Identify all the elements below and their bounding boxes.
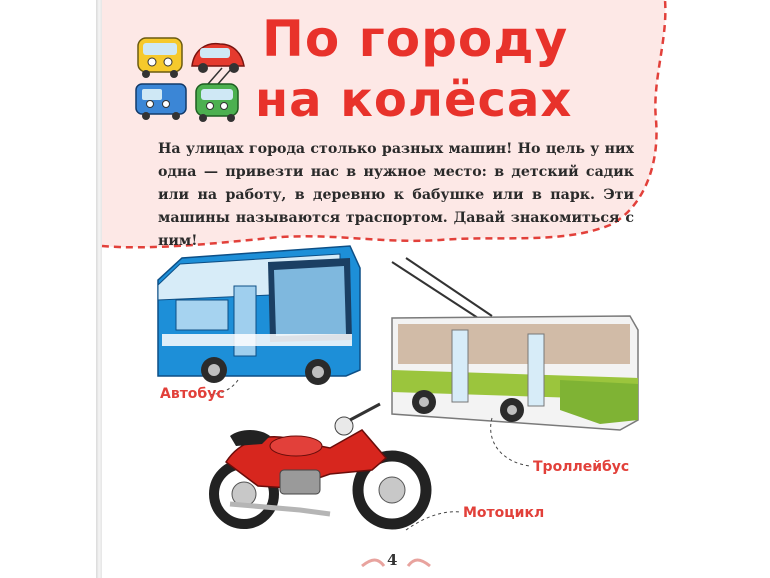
bus-illustration xyxy=(158,246,360,385)
trolleybus-label: Троллейбус xyxy=(533,459,630,475)
blue-truck-cartoon-icon xyxy=(136,84,186,120)
trolleybus-illustration xyxy=(392,258,638,430)
intro-paragraph: На улицах города столько разных машин! Но цель у них одна — привезти нас в нужное место: в детский садик или на работу, в деревню к бабушке или в парк. Эти машины называются траспортом. Давай знакомиться с ним! xyxy=(158,141,634,249)
bus-label: Автобус xyxy=(160,386,225,402)
motorcycle-label: Мотоцикл xyxy=(463,505,545,521)
title-line-1: По городу xyxy=(262,10,569,68)
title-line-2: на колёсах xyxy=(255,72,573,128)
motorcycle-illustration xyxy=(214,404,426,524)
trolleybus-callout-line xyxy=(491,418,530,466)
page-number: 4 xyxy=(387,551,398,569)
yellow-bus-cartoon-icon xyxy=(138,38,182,78)
